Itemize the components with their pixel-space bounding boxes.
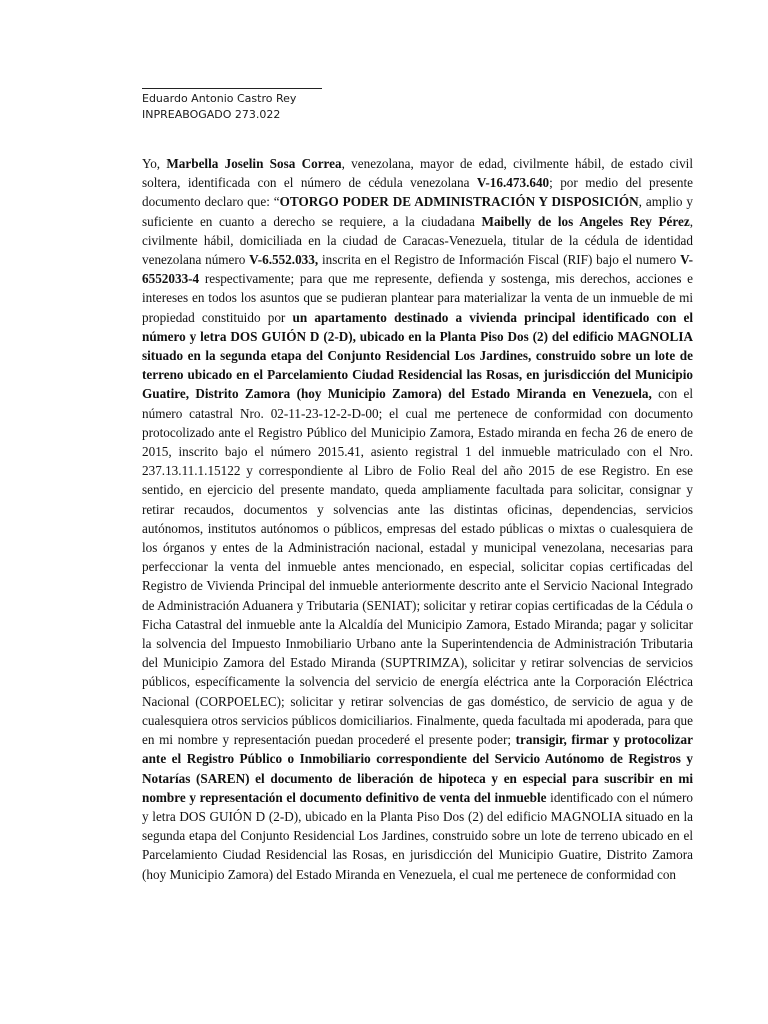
text-run: respectivamente; para que me represente, defienda y sostenga, mis derechos, acciones e intereses en todos los asuntos que se pudieran plantear para materializar la venta de un inmueble de mi propiedad constituido por (142, 271, 693, 325)
grantor-id-number: V-16.473.640 (476, 175, 550, 191)
text-run: , amplio y suficiente en cuanto a derecho se requiere, a la ciudadana (142, 194, 693, 229)
attorney-id-number: V-6.552.033, (249, 252, 319, 268)
text-run: identificado con el número y letra DOS GUIÓN D (2-D), ubicado en la Planta Piso Dos (2) del edificio MAGNOLIA situado en la segunda etapa del Conjunto Residencial Los Jardines, construido sobre un lote de terreno ubicado en el Parcelamiento Ciudad Residencial las Rosas, en jurisdicción del Municipio Guatire, Distrito Zamora (hoy Municipio Zamora) del Estado Miranda en Venezuela, el cual me pertenece de conformidad con (142, 789, 693, 882)
lawyer-name: Eduardo Antonio Castro Rey (142, 92, 297, 105)
body-paragraph (142, 154, 693, 884)
text-run: ; por medio del presente documento declaro que: “ (142, 175, 693, 210)
power-of-attorney-body (142, 154, 693, 884)
inpreabogado-number: INPREABOGADO 273.022 (142, 108, 281, 121)
attorney-name: Maibelly de los Angeles Rey Pérez (481, 213, 690, 229)
text-run: inscrita en el Registro de Información Fiscal (RIF) bajo el numero (318, 252, 681, 268)
text-run: , civilmente hábil, domiciliada en la ciudad de Caracas-Venezuela, titular de la cédula de identidad venezolana número (142, 213, 693, 268)
signature-line (142, 88, 322, 89)
grantor-name: Marbella Joselin Sosa Correa (166, 156, 342, 171)
text-run: Yo, (142, 156, 167, 171)
property-description: un apartamento destinado a vivienda principal identificado con el número y letra DOS GUIÓN D (2-D), ubicado en la Planta Piso Dos (2) del edificio MAGNOLIA situado en la segunda etapa del Conjunto Residencial Los Jardines, construido sobre un lote de terreno ubicado en el Parcelamiento Ciudad Residencial las Rosas, en jurisdicción del Municipio Guatire, Distrito Zamora (hoy Municipio Zamora) del Estado Miranda en Venezuela, (142, 309, 693, 402)
power-title: OTORGO PODER DE ADMINISTRACIÓN Y DISPOSICIÓN (279, 194, 639, 210)
granted-powers: transigir, firmar y protocolizar ante el Registro Público o Inmobiliario correspondiente del Servicio Autónomo de Registros y Notarías (SAREN) el documento de liberación de hipoteca y en especial para suscribir en mi nombre y representación el documento definitivo de venta del inmueble (142, 732, 693, 805)
text-run: con el número catastral Nro. 02-11-23-12-2-D-00; el cual me pertenece de conformidad con documento protocolizado ante el Registro Público del Municipio Zamora, Estado miranda en fecha 26 de enero de 2015, inscrito bajo el número 2015.41, asiento registral 1 del inmueble matriculado con el Nro. 237.13.11.1.15122 y correspondiente al Libro de Folio Real del año 2015 de ese Registro. En ese sentido, en ejercicio del presente mandato, queda ampliamente facultada para solicitar, consignar y retirar recaudos, documentos y solvencias ante las distintas oficinas, dependencias, servicios autónomos, institutos autónomos o públicos, empresas del estado públicas o mixtas o cualesquiera de los órganos y entes de la Administración nacional, estadal y municipal venezolana, necesarias para perfeccionar la venta del inmueble antes mencionado, en especial, solicitar copias certificadas del Registro de Vivienda Principal del inmueble anteriormente descrito ante el Servicio Nacional Integrado de Administración Aduanera y Tributaria (SENIAT); solicitar y retirar copias certificadas de la Cédula o Ficha Catastral del inmueble ante la Alcaldía del Municipio Zamora, Estado Miranda; pagar y solicitar la solvencia del Impuesto Inmobiliario Urbano ante la Superintendencia de Administración Tributaria del Municipio Zamora del Estado Miranda (SUPTRIMZA), solicitar y retirar solvencias de servicios públicos, específicamente la solvencia del servicio de energía eléctrica ante la Corporación Eléctrica Nacional (CORPOELEC); solicitar y retirar solvencias de gas doméstico, de servicio de agua y de cualesquiera otros servicios públicos domiciliarios. Finalmente, queda facultada mi apoderada, para que en mi nombre y representación puedan procederé el presente poder; (142, 386, 694, 748)
attorney-rif-number: V- 6552033-4 (142, 252, 693, 287)
text-run: , venezolana, mayor de edad, civilmente hábil, de estado civil soltera, identificada con el número de cédula venezolana (142, 156, 693, 191)
letterhead (142, 72, 442, 123)
